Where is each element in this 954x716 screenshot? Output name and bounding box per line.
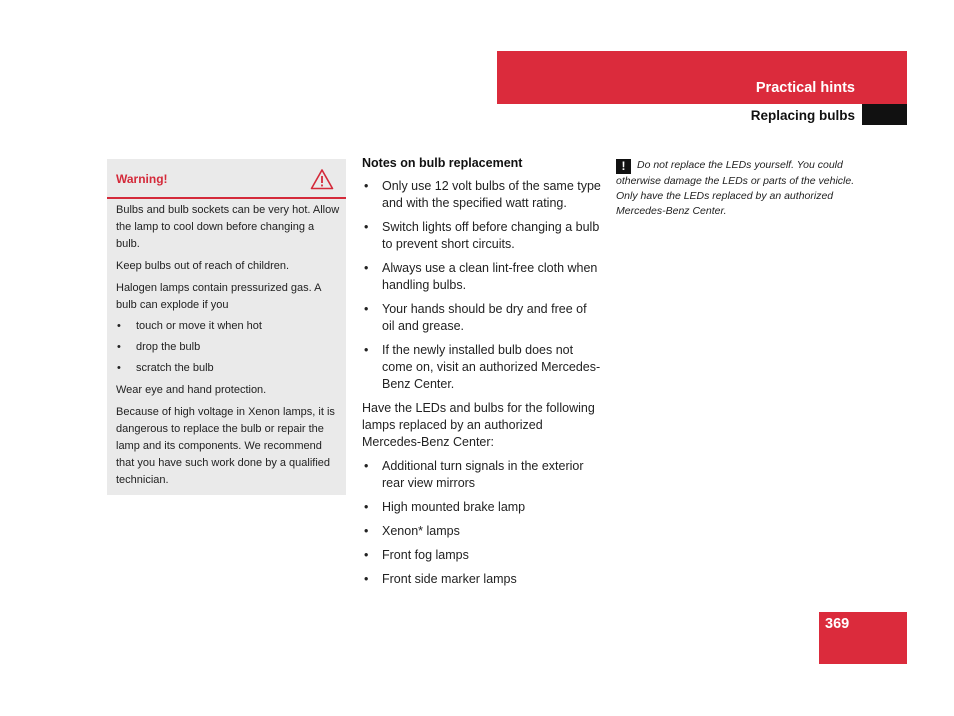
warning-paragraph: Halogen lamps contain pressurized gas. A bulb can explode if you bbox=[116, 282, 321, 311]
page-number-box bbox=[819, 612, 907, 664]
exclamation-icon: ! bbox=[616, 159, 631, 174]
warning-box bbox=[107, 159, 346, 495]
warning-triangle-icon bbox=[310, 168, 334, 190]
warning-paragraph: Wear eye and hand protection. bbox=[116, 384, 267, 396]
lamps-list-item: • Xenon* lamps bbox=[362, 523, 602, 540]
notes-paragraph: Have the LEDs and bulbs for the following lamps replaced by an authorized Mercedes-Benz Center: bbox=[362, 401, 595, 449]
lamps-list-item: • Front fog lamps bbox=[362, 547, 602, 564]
lamps-list bbox=[362, 458, 602, 588]
warning-paragraph: Keep bulbs out of reach of children. bbox=[116, 260, 290, 272]
warning-list-item: • drop the bulb bbox=[116, 339, 340, 356]
lamps-list-item: • Front side marker lamps bbox=[362, 571, 602, 588]
notes-list bbox=[362, 178, 602, 393]
notes-list-item: • Your hands should be dry and free of oil and grease. bbox=[362, 301, 602, 335]
caution-text: Do not replace the LEDs yourself. You could otherwise damage the LEDs or parts of the vehicle. Only have the LEDs replaced by an authorized Mercedes-Benz Center. bbox=[616, 159, 855, 217]
warning-paragraph: Bulbs and bulb sockets can be very hot. Allow the lamp to cool down before changing a bulb. bbox=[116, 204, 340, 250]
subsection-header bbox=[497, 104, 907, 125]
notes-list-item: • Only use 12 volt bulbs of the same type and with the specified watt rating. bbox=[362, 178, 602, 212]
lamps-list-item: • High mounted brake lamp bbox=[362, 499, 602, 516]
notes-list-item: • Switch lights off before changing a bulb to prevent short circuits. bbox=[362, 219, 602, 253]
warning-body bbox=[116, 202, 340, 489]
warning-list bbox=[116, 318, 340, 377]
caution-note bbox=[616, 158, 861, 219]
section-title: Practical hints bbox=[755, 80, 855, 96]
warning-list-item: • scratch the bulb bbox=[116, 360, 340, 377]
warning-paragraph: Because of high voltage in Xenon lamps, it is dangerous to replace the bulb or repair the lamp and its components. We recommend that you have such work done by a qualified technician. bbox=[116, 406, 335, 486]
page-number: 369 bbox=[825, 616, 850, 632]
warning-list-item: • touch or move it when hot bbox=[116, 318, 340, 335]
warning-header bbox=[107, 159, 346, 199]
subsection-title: Replacing bulbs bbox=[750, 108, 855, 123]
notes-list-item: • Always use a clean lint-free cloth when handling bulbs. bbox=[362, 260, 602, 294]
bulb-notes-column bbox=[362, 155, 602, 595]
notes-list-item: • If the newly installed bulb does not come on, visit an authorized Mercedes-Benz Center. bbox=[362, 342, 602, 393]
section-header-bar bbox=[497, 51, 907, 104]
subsection-marker bbox=[862, 104, 907, 125]
lamps-list-item: • Additional turn signals in the exterior rear view mirrors bbox=[362, 458, 602, 492]
warning-title: Warning! bbox=[116, 172, 168, 186]
notes-heading: Notes on bulb replacement bbox=[362, 156, 523, 170]
